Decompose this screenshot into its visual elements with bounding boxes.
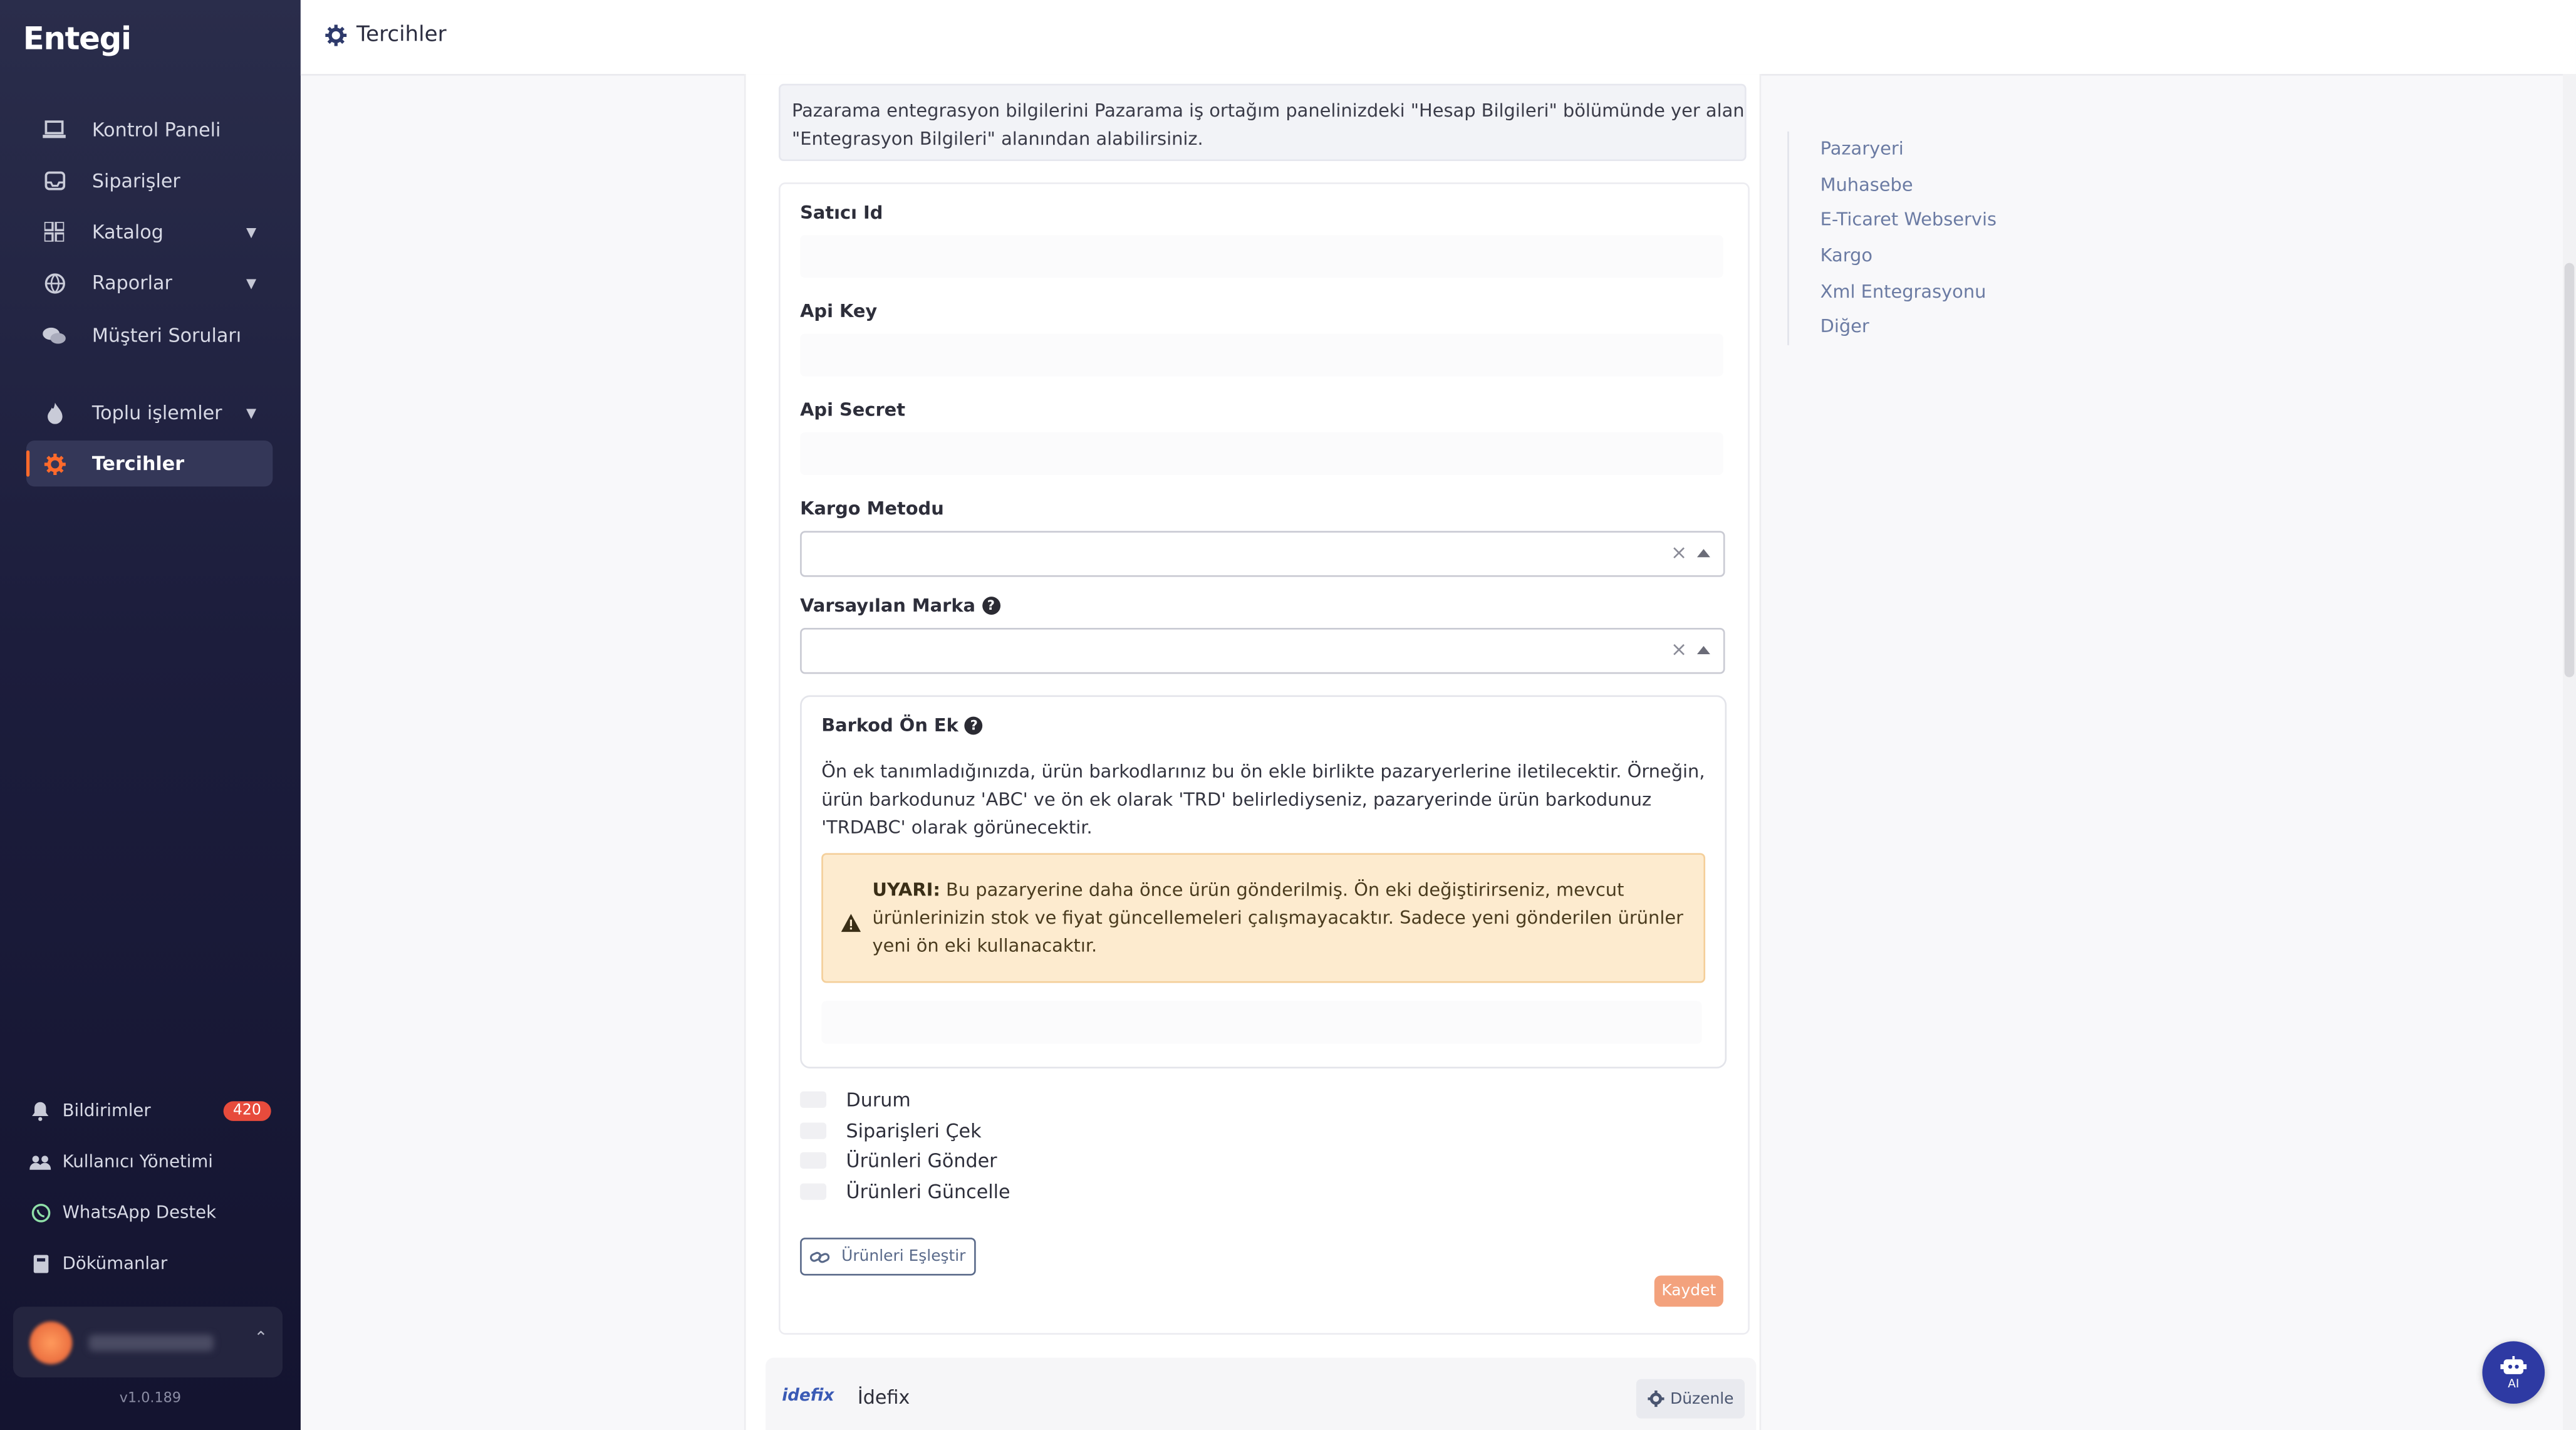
- sidebar-item-label: Müşteri Soruları: [91, 323, 242, 347]
- section-link-kargo[interactable]: Kargo: [1820, 244, 1873, 267]
- sidebar-item-raporlar[interactable]: [26, 259, 273, 305]
- book-icon: [29, 1254, 51, 1273]
- section-link-muhasebe[interactable]: Muhasebe: [1820, 174, 1913, 196]
- sidebar-item-label: Bildirimler: [62, 1101, 151, 1121]
- sidebar: [0, 0, 301, 1430]
- warning-strong: UYARI:: [872, 879, 940, 901]
- idefix-integration-card: [766, 1358, 1756, 1430]
- gear-icon: [325, 24, 346, 46]
- sidebar-item-label: Katalog: [91, 220, 164, 244]
- page-title-text: Tercihler: [356, 23, 447, 48]
- sidebar-item-label: Siparişler: [91, 169, 180, 192]
- page-title: [325, 23, 446, 48]
- status-checkbox-row[interactable]: [800, 1087, 911, 1113]
- default-brand-label: [800, 595, 1000, 617]
- sidebar-item-label: Toplu işlemler: [91, 401, 222, 424]
- link-icon: [810, 1248, 829, 1265]
- robot-icon: [2500, 1355, 2527, 1377]
- help-icon[interactable]: ?: [982, 597, 1000, 615]
- grid-icon: [43, 220, 66, 243]
- section-link-e-ticaret-webservis[interactable]: E-Ticaret Webservis: [1820, 209, 1997, 231]
- clear-icon[interactable]: ×: [1670, 540, 1688, 564]
- sidebar-item-label: Kullanıcı Yönetimi: [62, 1152, 213, 1172]
- clear-icon[interactable]: ×: [1670, 637, 1688, 661]
- api-key-input[interactable]: [800, 333, 1723, 376]
- ai-assistant-button[interactable]: [2482, 1341, 2545, 1404]
- caret-down-icon: ▼: [246, 275, 257, 290]
- send-products-checkbox-row[interactable]: [800, 1147, 997, 1174]
- api-secret-input[interactable]: [800, 432, 1723, 475]
- checkbox-label: Durum: [846, 1088, 911, 1112]
- section-link-pazaryeri[interactable]: Pazaryeri: [1820, 138, 1904, 160]
- sidebar-item-musteri-sorulari[interactable]: [26, 312, 273, 358]
- default-brand-label-text: Varsayılan Marka: [800, 595, 975, 617]
- match-products-label: Ürünleri Eşleştir: [841, 1247, 966, 1266]
- barcode-prefix-description: Ön ek tanımladığınızda, ürün barkodlarınız bu ön ekle birlikte pazaryerlerine iletilecektir. Örneğin, ürün barkodunuz 'ABC' ve ön ek olarak 'TRD' belirlediyseniz, pazaryerinde ürün barkodunuz 'TRDABC' olarak görünecektir.: [821, 761, 1705, 838]
- scrollbar-thumb[interactable]: [2565, 263, 2575, 677]
- checkbox[interactable]: [800, 1184, 826, 1200]
- barcode-prefix-title: [821, 715, 983, 736]
- sidebar-item-kontrol-paneli[interactable]: [26, 107, 273, 152]
- checkbox[interactable]: [800, 1123, 826, 1139]
- seller-id-label: Satıcı Id: [800, 202, 883, 224]
- cargo-method-select[interactable]: [800, 531, 1725, 577]
- inbox-icon: [43, 169, 66, 192]
- chevron-up-icon: ⌃: [254, 1330, 268, 1348]
- sidebar-item-whatsapp-destek[interactable]: [29, 1195, 276, 1231]
- edit-button-label: Düzenle: [1670, 1389, 1734, 1408]
- barcode-prefix-input[interactable]: [821, 1001, 1702, 1043]
- sidebar-item-tercihler[interactable]: [26, 441, 273, 486]
- cargo-method-label: Kargo Metodu: [800, 498, 944, 519]
- checkbox[interactable]: [800, 1092, 826, 1108]
- barcode-prefix-section: [800, 696, 1727, 1068]
- user-menu[interactable]: [13, 1307, 283, 1377]
- caret-up-icon[interactable]: [1697, 646, 1710, 654]
- app-logo[interactable]: Entegi: [23, 21, 131, 58]
- bell-icon: [29, 1101, 51, 1120]
- checkbox-label: Siparişleri Çek: [846, 1119, 982, 1142]
- ai-label: AI: [2508, 1376, 2520, 1390]
- sidebar-item-label: Kontrol Paneli: [91, 118, 221, 142]
- caret-down-icon: ▼: [246, 405, 257, 420]
- notification-count-badge: 420: [223, 1101, 271, 1120]
- sidebar-item-toplu-islemler[interactable]: [26, 390, 273, 436]
- fetch-orders-checkbox-row[interactable]: [800, 1118, 981, 1144]
- sidebar-item-label: WhatsApp Destek: [62, 1203, 217, 1223]
- checkbox-label: Ürünleri Gönder: [846, 1149, 997, 1172]
- warning-body: Bu pazaryerine daha önce ürün gönderilmiş. Ön eki değiştirirseniz, mevcut ürünlerinizin stok ve fiyat güncellemeleri çalışmayacaktır. Sadece yeni gönderilen ürünler yeni ön eki kullanacaktır.: [872, 879, 1683, 957]
- sidebar-item-label: Tercihler: [91, 452, 185, 476]
- app-version: v1.0.189: [119, 1391, 182, 1407]
- section-nav: [1787, 132, 1997, 345]
- update-products-checkbox-row[interactable]: [800, 1179, 1010, 1205]
- chat-icon: [43, 324, 66, 347]
- api-secret-label: Api Secret: [800, 399, 906, 421]
- warning-text: [872, 876, 1693, 960]
- user-name-blurred: [89, 1335, 214, 1351]
- barcode-prefix-title-text: Barkod Ön Ek: [821, 715, 958, 737]
- caret-down-icon: ▼: [246, 224, 257, 239]
- default-brand-select[interactable]: [800, 628, 1725, 674]
- sidebar-item-siparisler[interactable]: [26, 158, 273, 204]
- whatsapp-icon: [29, 1203, 51, 1223]
- edit-button[interactable]: [1636, 1379, 1745, 1419]
- caret-up-icon[interactable]: [1697, 549, 1710, 557]
- sidebar-item-katalog[interactable]: [26, 209, 273, 254]
- gear-icon: [43, 452, 66, 475]
- checkbox[interactable]: [800, 1152, 826, 1169]
- section-link-diger[interactable]: Diğer: [1820, 316, 1869, 338]
- laptop-icon: [43, 118, 66, 142]
- info-box: [779, 84, 1747, 161]
- seller-id-input[interactable]: [800, 235, 1723, 278]
- idefix-name: İdefix: [857, 1386, 910, 1409]
- sidebar-item-dokumanlar[interactable]: [29, 1246, 276, 1282]
- section-link-xml-entegrasyonu[interactable]: Xml Entegrasyonu: [1820, 280, 1987, 302]
- warning-icon: [841, 907, 861, 939]
- help-icon[interactable]: ?: [965, 717, 983, 735]
- info-text-line2: "Entegrasyon Bilgileri" alanından alabilirsiniz.: [791, 128, 1203, 150]
- checkbox-label: Ürünleri Güncelle: [846, 1180, 1010, 1204]
- globe-icon: [43, 271, 66, 295]
- api-key-label: Api Key: [800, 301, 878, 323]
- fire-icon: [43, 401, 66, 424]
- avatar: [29, 1322, 72, 1364]
- sidebar-item-label: Dökümanlar: [62, 1254, 168, 1274]
- save-button[interactable]: Kaydet: [1654, 1275, 1723, 1307]
- match-products-button[interactable]: [800, 1238, 976, 1275]
- users-icon: [29, 1153, 51, 1171]
- idefix-logo: idefix: [782, 1387, 834, 1406]
- sidebar-item-bildirimler[interactable]: [29, 1093, 276, 1129]
- info-text-line1: Pazarama entegrasyon bilgilerini Pazarama iş ortağım panelinizdeki "Hesap Bilgileri" bölümünde yer alan: [791, 100, 1745, 122]
- warning-alert: [821, 853, 1705, 983]
- page-header: [301, 0, 2576, 76]
- sidebar-item-kullanici-yonetimi[interactable]: [29, 1144, 276, 1181]
- sidebar-item-label: Raporlar: [91, 271, 172, 295]
- gear-icon: [1647, 1391, 1663, 1407]
